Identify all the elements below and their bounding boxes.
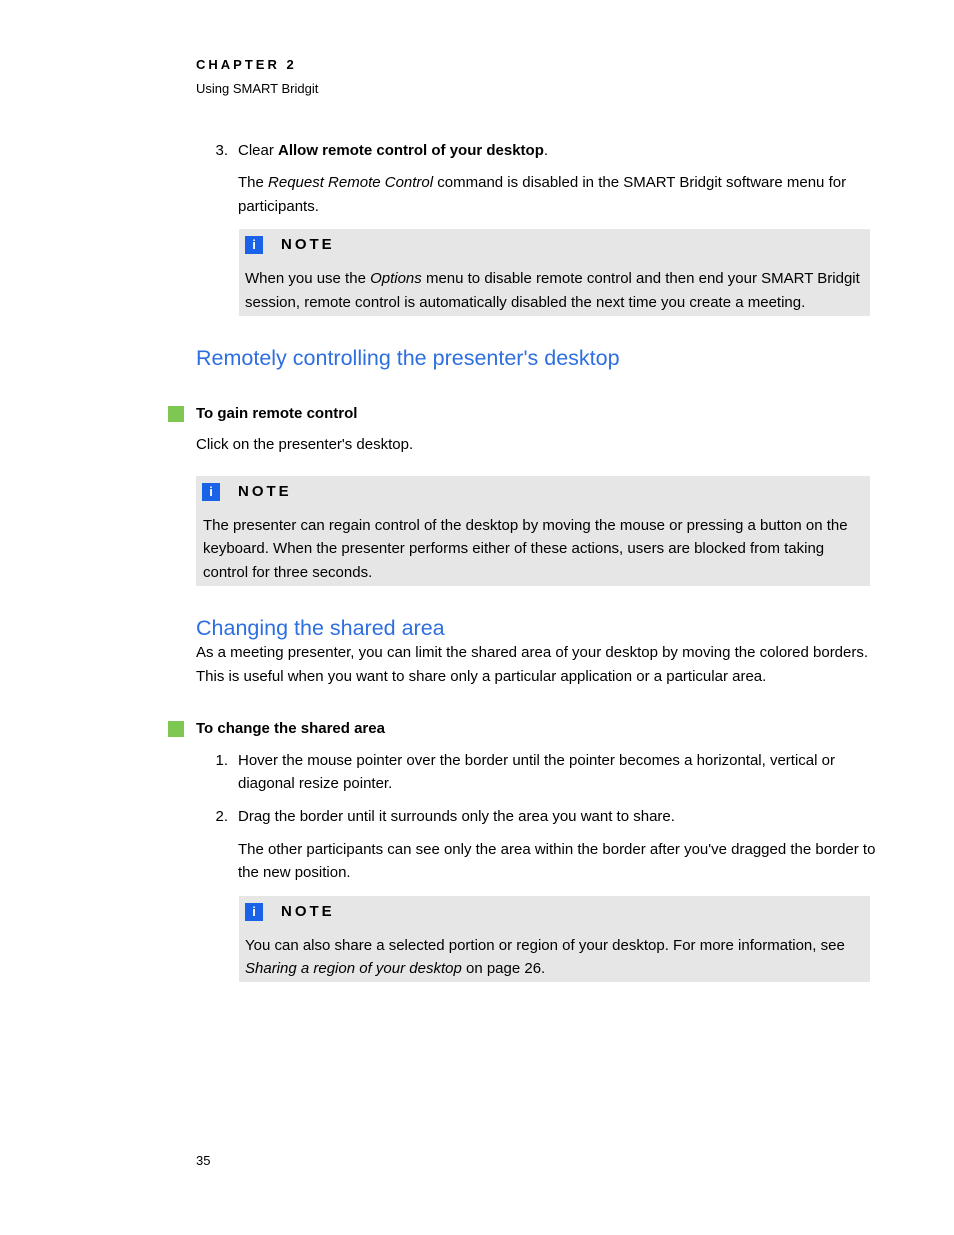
chapter-title: Using SMART Bridgit [196,81,319,96]
note-text-prefix: When you use the [245,270,371,287]
step-description-line: the new position. [238,864,351,881]
note-text-line [245,957,862,981]
procedure-icon [168,406,184,422]
desc-prefix: The [238,174,269,191]
note-label: NOTE [281,236,335,253]
procedure-title: To gain remote control [196,405,358,422]
note-text-line: control for three seconds. [203,564,373,581]
note-box [239,229,870,316]
desc-italic: Request Remote Control [268,174,434,191]
note-text-line: The presenter can regain control of the desktop by moving the mouse or pressing a button on the [203,517,848,534]
note-box [239,896,870,982]
info-icon: i [245,236,263,254]
section-heading: Changing the shared area [196,616,445,640]
step-text-line: diagonal resize pointer. [238,775,393,792]
desc-suffix: command is disabled in the SMART Bridgit software menu for [433,174,847,191]
step-text [238,139,548,163]
note-text-italic: Options [370,270,422,287]
intro-text-line: As a meeting presenter, you can limit the shared area of your desktop by moving the colored borders. [196,644,869,661]
info-icon: i [202,483,220,501]
step-text-bold: Allow remote control of your desktop [278,142,544,159]
body-text: Click on the presenter's desktop. [196,436,414,453]
note-header [202,482,292,502]
note-header [245,902,335,922]
note-text-line: keyboard. When the presenter performs either of these actions, users are blocked from taking [203,540,825,557]
procedure-title: To change the shared area [196,720,385,737]
step-number: 2. [215,808,228,825]
step-text-prefix: Clear [238,142,279,159]
section-heading: Remotely controlling the presenter's desktop [196,346,620,370]
note-text-line: You can also share a selected portion or region of your desktop. For more information, see [245,937,845,954]
step-description-line: The other participants can see only the area within the border after you've dragged the border to [238,841,876,858]
chapter-label: CHAPTER 2 [196,57,297,72]
intro-text-line: This is useful when you want to share only a particular application or a particular area. [196,668,767,685]
cross-reference-link[interactable]: Sharing a region of your desktop [245,960,462,977]
note-label: NOTE [238,483,292,500]
procedure-icon [168,721,184,737]
step-number: 3. [215,142,228,159]
step-description-line: participants. [238,198,319,215]
step-number: 1. [215,752,228,769]
info-icon: i [245,903,263,921]
step-text-line: Hover the mouse pointer over the border until the pointer becomes a horizontal, vertical or [238,752,835,769]
step-description-line [238,171,846,195]
note-text-line [245,267,862,291]
page-number: 35 [196,1153,211,1168]
note-header [245,235,335,255]
note-text-line: session, remote control is automatically disabled the next time you create a meeting. [245,294,806,311]
note-box [196,476,870,586]
step-text-suffix: . [543,142,549,159]
step-text-line: Drag the border until it surrounds only the area you want to share. [238,808,675,825]
note-text-suffix: menu to disable remote control and then end your SMART Bridgit [421,270,860,287]
note-text-suffix: on page 26. [461,960,546,977]
note-label: NOTE [281,903,335,920]
